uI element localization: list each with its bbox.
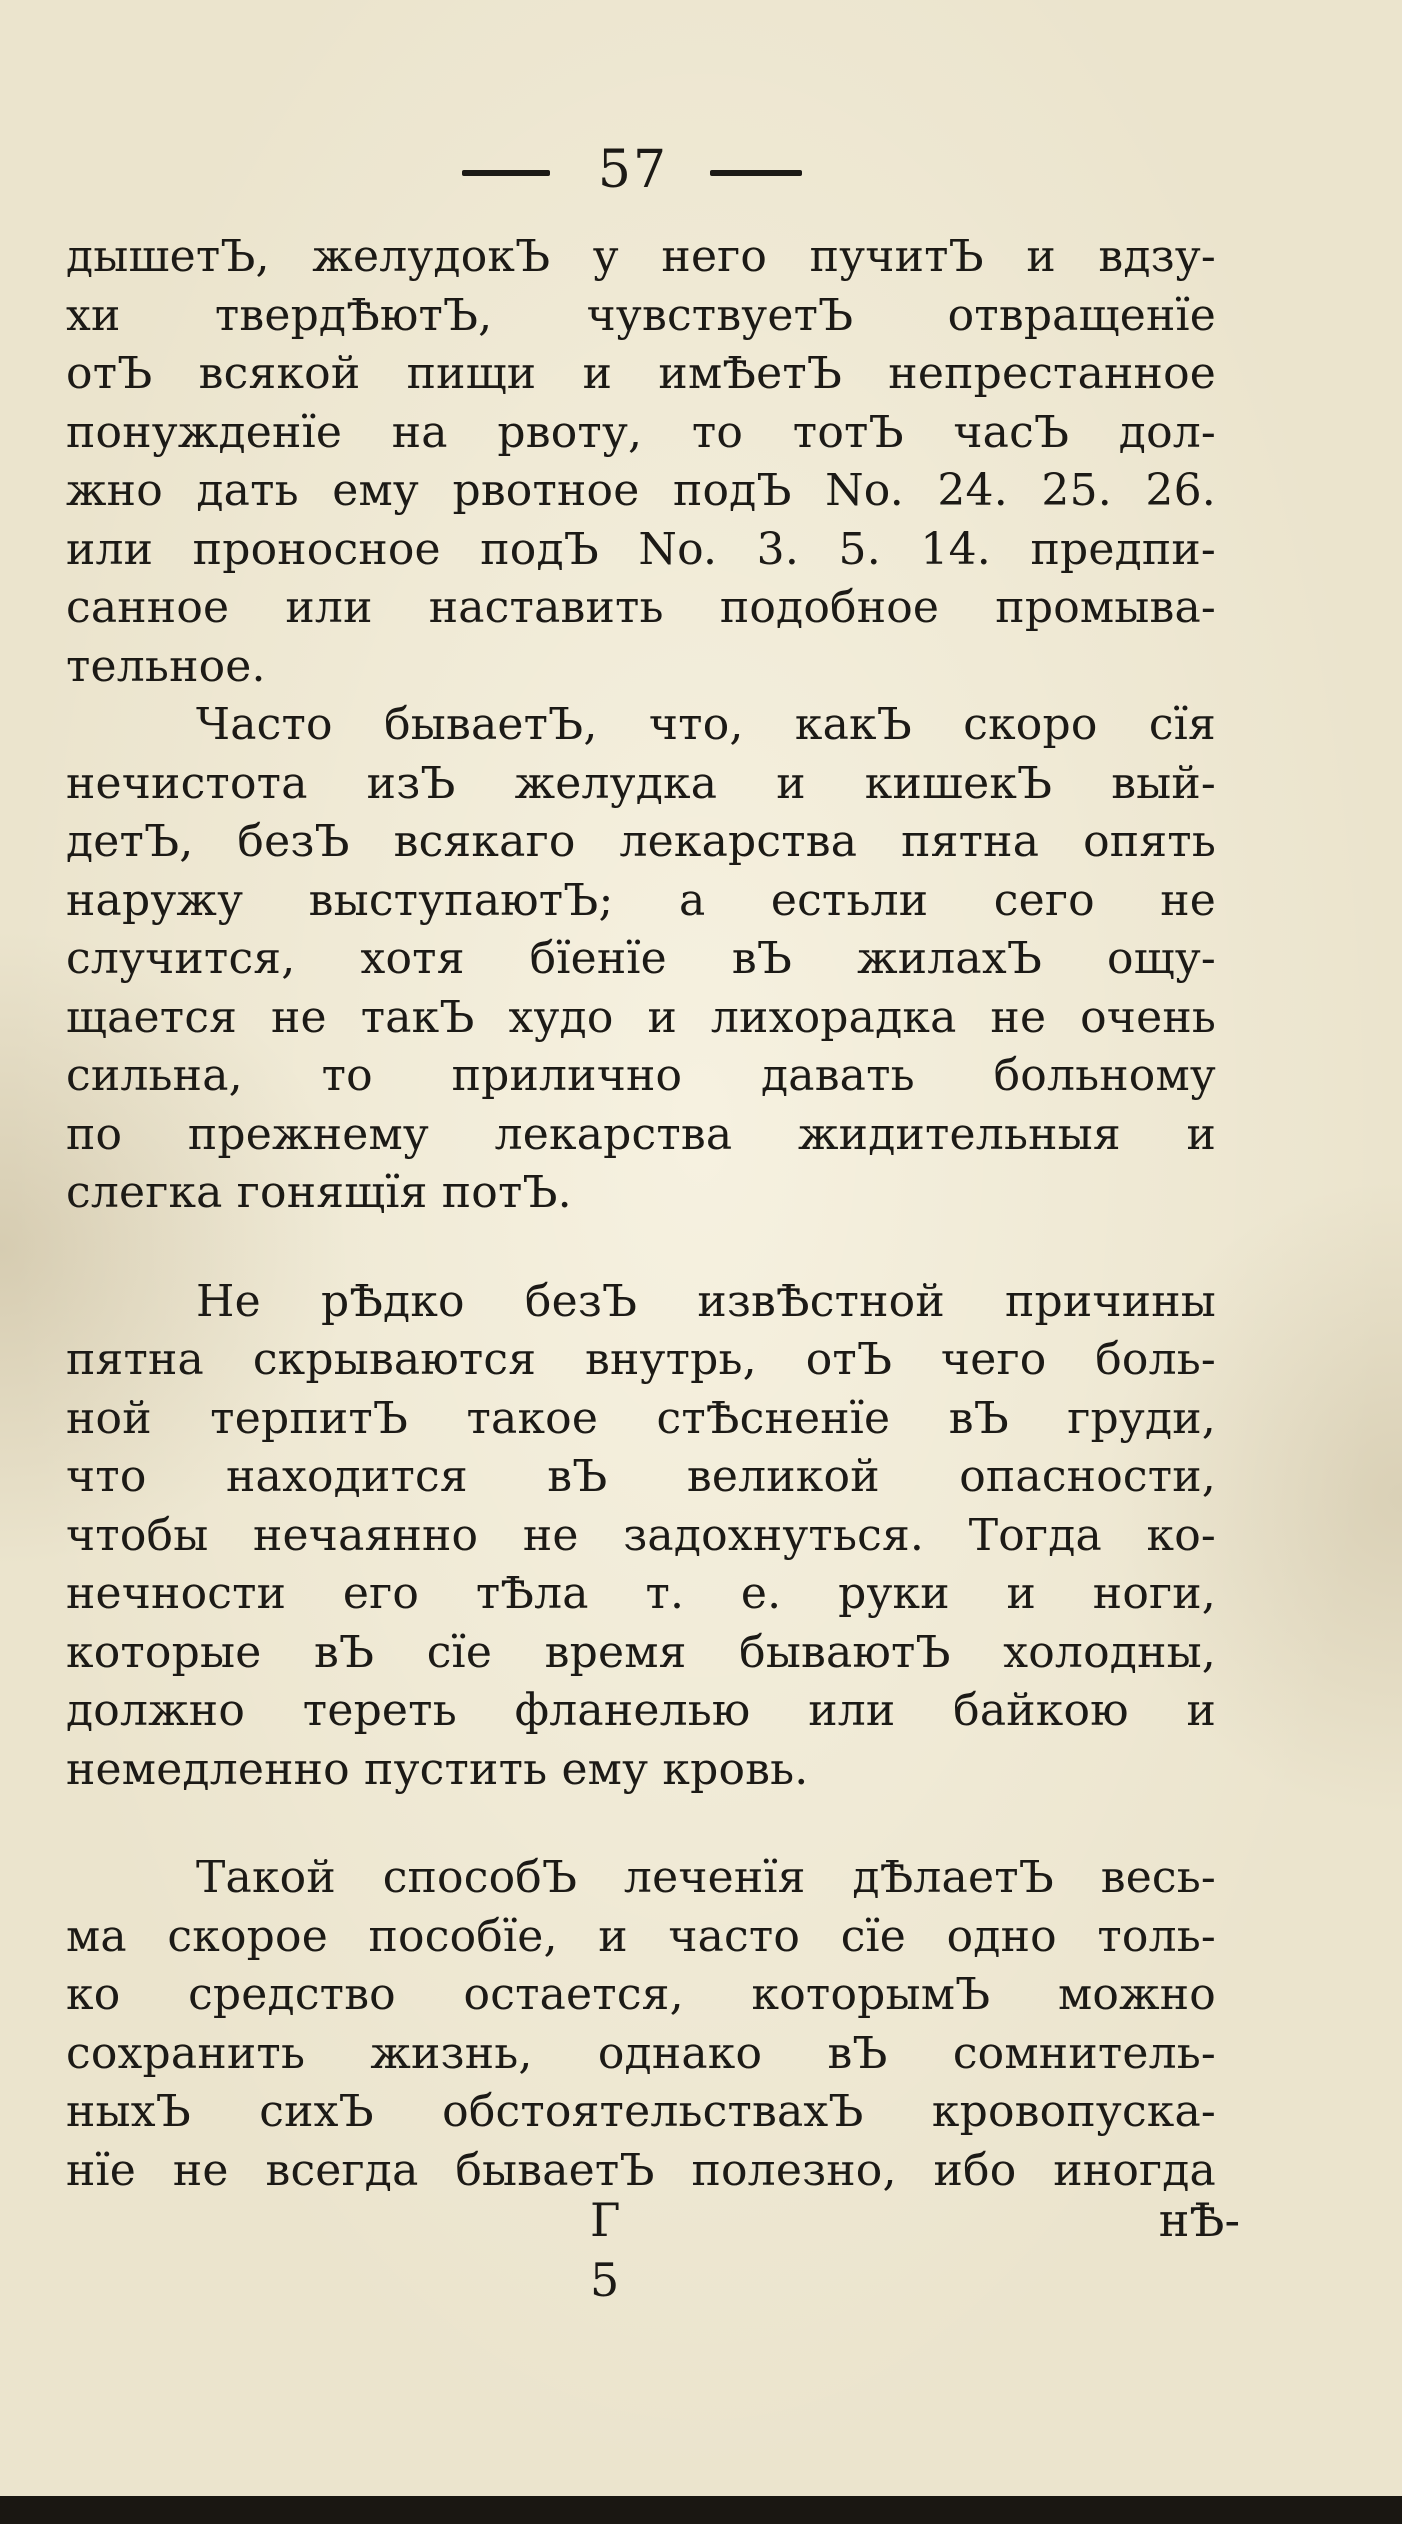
text-line: жно дать ему рвотное подЪ No. 24. 25. 26.	[66, 465, 1216, 516]
text-line: ныхЪ сихЪ обстоятельствахЪ кровопуска-	[66, 2086, 1216, 2137]
text-line: сохранить жизнь, однако вЪ сомнитель-	[66, 2027, 1216, 2079]
text-line: по прежнему лекарства жидительныя и	[66, 1108, 1216, 1160]
header-dash-right	[710, 170, 802, 176]
text-line: или проносное подЪ No. 3. 5. 14. предпи-	[66, 523, 1216, 575]
text-line: нечистота изЪ желудка и кишекЪ вый-	[66, 757, 1216, 809]
text-line: что находится вЪ великой опасности,	[66, 1451, 1216, 1502]
paragraph-start-line: Часто бываетЪ, что, какЪ скоро сїя	[196, 699, 1216, 750]
paragraph-start-line: Такой способЪ леченїя дѢлаетЪ весь-	[196, 1852, 1216, 1903]
text-line: ной терпитЪ такое стѢсненїе вЪ груди,	[66, 1392, 1216, 1444]
text-body	[66, 228, 1216, 2200]
page-header	[0, 140, 1402, 220]
paragraph-start-line: Не рѢдко безЪ извѢстной причины	[196, 1275, 1216, 1327]
text-line: отЪ всякой пищи и имѢетЪ непрестанное	[66, 348, 1216, 399]
page-number: 57	[597, 140, 669, 200]
text-line: которые вЪ сїе время бываютЪ холодны,	[66, 1626, 1216, 1678]
signature-mark: Г 5	[590, 2193, 629, 2307]
text-line: ма скорое пособїе, и часто сїе одно толь-	[66, 1910, 1216, 1962]
text-line: ко средство остается, которымЪ можно	[66, 1969, 1216, 2020]
text-line: дышетЪ, желудокЪ у него пучитЪ и вдзу-	[66, 231, 1216, 282]
text-line: пятна скрываются внутрь, отЪ чего боль-	[66, 1334, 1216, 1385]
text-line: немедленно пустить ему кровь.	[66, 1743, 809, 1795]
text-line: понужденїе на рвоту, то тотЪ часЪ дол-	[66, 406, 1216, 458]
text-line: случится, хотя бїенїе вЪ жилахЪ ощу-	[66, 933, 1216, 984]
catchword: нѢ-	[1158, 2193, 1240, 2247]
text-line: хи твердѢютЪ, чувствуетЪ отвращенїе	[66, 289, 1216, 341]
text-line: санное или наставить подобное промыва-	[66, 582, 1216, 633]
text-line: нїе не всегда бываетЪ полезно, ибо иногда	[66, 2144, 1216, 2196]
text-line: слегка гонящїя потЪ.	[66, 1167, 572, 1218]
text-line: сильна, то прилично давать больному	[66, 1050, 1216, 1101]
text-line: детЪ, безЪ всякаго лекарства пятна опять	[66, 816, 1216, 867]
text-line: тельное.	[66, 640, 266, 692]
text-line: чтобы нечаянно не задохнуться. Тогда ко-	[66, 1509, 1216, 1561]
text-line: должно тереть фланелью или байкою и	[66, 1685, 1216, 1736]
text-line: наружу выступаютЪ; а естьли сего не	[66, 874, 1216, 926]
paragraph-gap	[66, 1223, 1216, 1273]
text-line: щается не такЪ худо и лихорадка не очень	[66, 991, 1216, 1043]
page-footer	[0, 2190, 1402, 2307]
text-line: нечности его тѢла т. е. руки и ноги,	[66, 1568, 1216, 1619]
header-dash-left	[462, 170, 550, 176]
paragraph-gap	[66, 1799, 1216, 1849]
